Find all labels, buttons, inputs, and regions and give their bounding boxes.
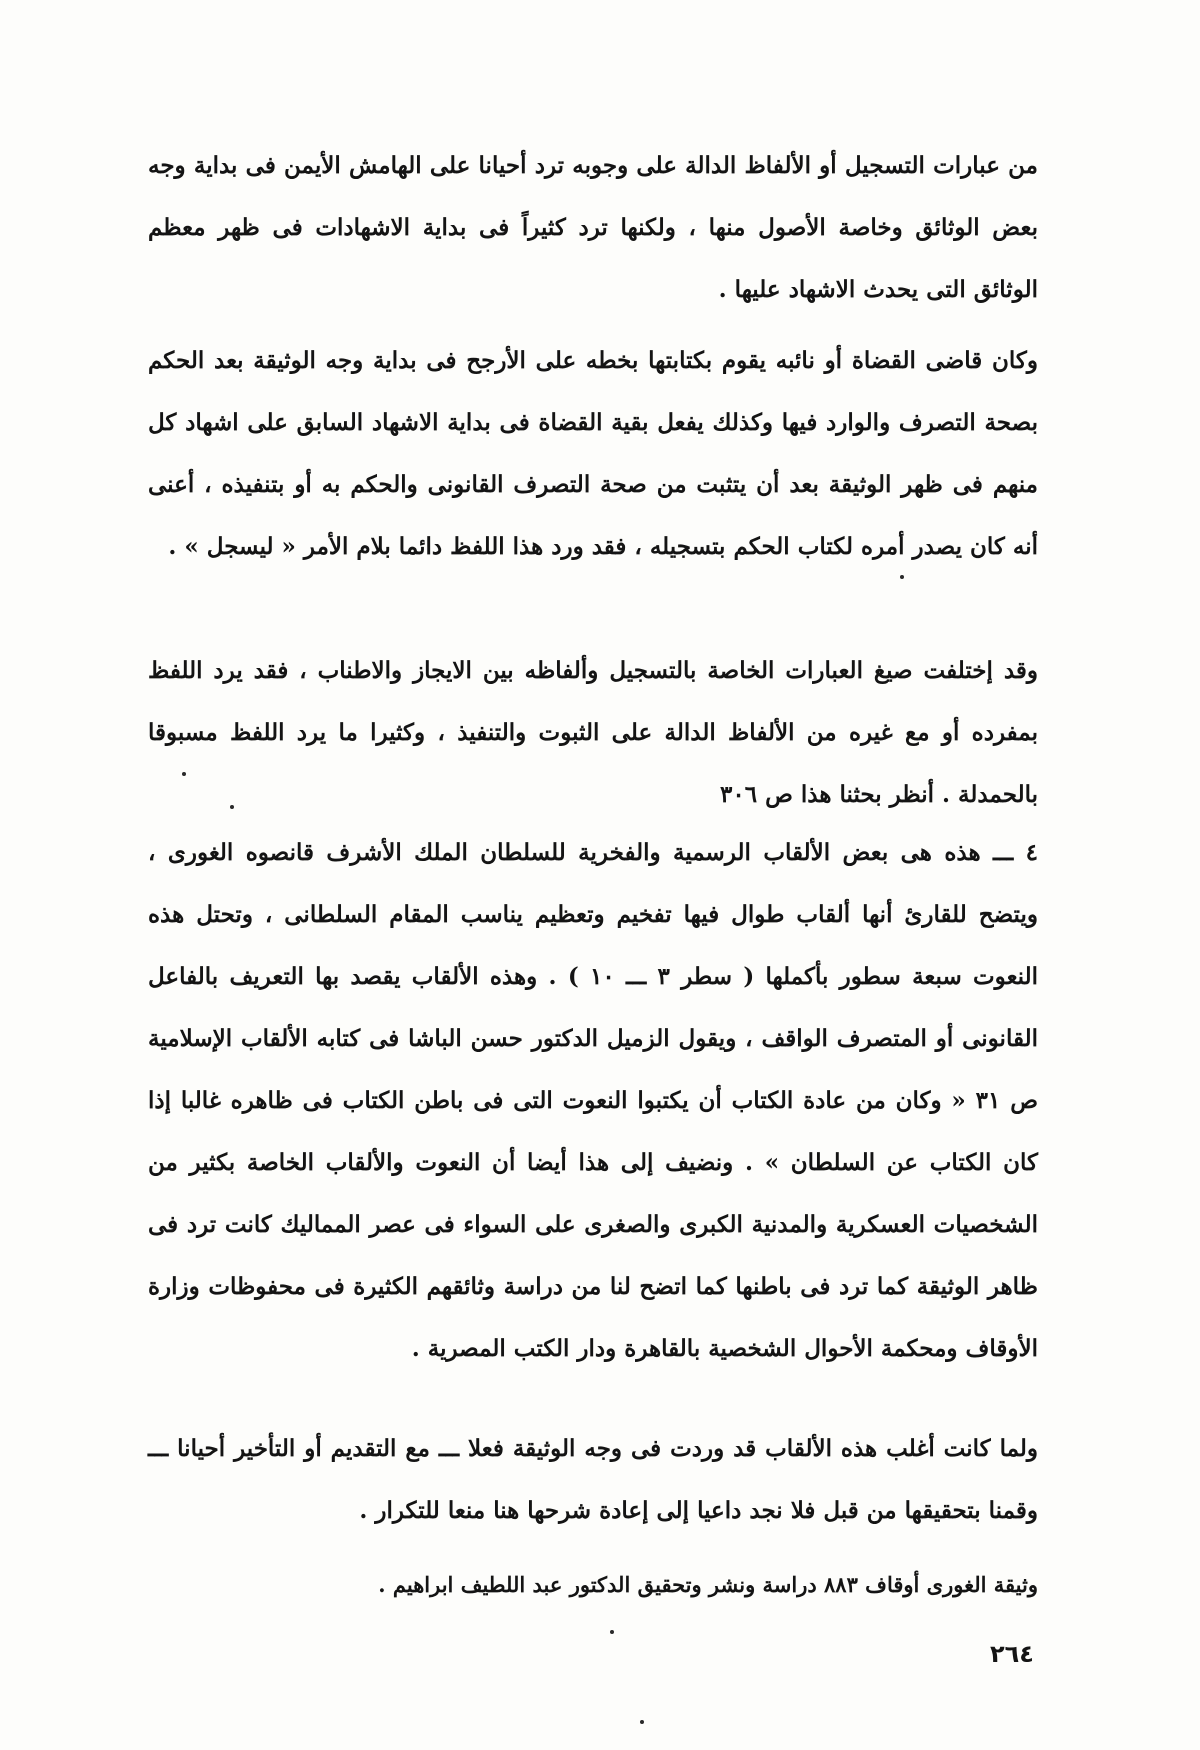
scan-speck [182,772,186,776]
paragraph-text: ٤ ـــ هذه هى بعض الألقاب الرسمية والفخرية للسلطان الملك الأشرف قانصوه الغورى ، ويتضح للقارئ أنها ألقاب طوال فيها تفخيم وتعظيم يناسب المقام السلطانى ، وتحتل هذه النعوت سبعة سطور بأكملها ( سطر ٣ ـــ ١٠ ) . وهذه الألقاب يقصد بها التعريف بالفاعل القانونى أو المتصرف الواقف ، ويقول الزميل الدكتور حسن الباشا فى كتابه الألقاب الإسلامية ص ٣١ « وكان من عادة الكتاب أن يكتبوا النعوت التى فى باطن الكتاب فى ظاهره غالبا إذا كان الكتاب عن السلطان » . ونضيف إلى هذا أيضا أن النعوت والألقاب الخاصة بكثير من الشخصيات العسكرية والمدنية الكبرى والصغرى على السواء فى عصر المماليك كانت ترد فى ظاهر الوثيقة كما ترد فى باطنها كما اتضح لنا من دراسة وثائقهم الكثيرة فى محفوظات وزارة الأوقاف ومحكمة الأحوال الشخصية بالقاهرة ودار الكتب المصرية . [148,839,1038,1362]
body-paragraph-2 [148,330,1038,578]
paragraph-text: من عبارات التسجيل أو الألفاظ الدالة على وجوبه ترد أحيانا على الهامش الأيمن فى بداية وجه بعض الوثائق وخاصة الأصول منها ، ولكنها ترد كثيراً فى بداية الاشهادات فى ظهر معظم الوثائق التى يحدث الاشهاد عليها . [148,152,1038,303]
paragraph-text: ولما كانت أغلب هذه الألقاب قد وردت فى وجه الوثيقة فعلا ـــ مع التقديم أو التأخير أحيانا ـــ وقمنا بتحقيقها من قبل فلا نجد داعيا إلى إعادة شرحها هنا منعا للتكرار . [148,1435,1038,1524]
paragraph-text: وكان قاضى القضاة أو نائبه يقوم بكتابتها بخطه على الأرجح فى بداية وجه الوثيقة بعد الحكم بصحة التصرف والوارد فيها وكذلك يفعل بقية القضاة فى بداية الاشهاد السابق على اشهاد كل منهم فى ظهر الوثيقة بعد أن يتثبت من صحة التصرف القانونى والحكم به أو بتنفيذه ، أعنى أنه كان يصدر أمره لكتاب الحكم بتسجيله ، فقد ورد هذا اللفظ دائما بلام الأمر « ليسجل » . [148,347,1038,560]
paragraph-text: وقد إختلفت صيغ العبارات الخاصة بالتسجيل وألفاظه بين الايجاز والاطناب ، فقد يرد اللفظ بمفرده أو مع غيره من الألفاظ الدالة على الثبوت والتنفيذ ، وكثيرا ما يرد اللفظ مسبوقا بالحمدلة . أنظر بحثنا هذا ص ٣٠٦ [148,657,1038,808]
scan-speck [640,1720,644,1724]
body-paragraph-5 [148,1418,1038,1542]
body-paragraph-3 [148,640,1038,826]
body-paragraph-4 [148,822,1038,1380]
scan-speck [230,805,234,809]
footnote: وثيقة الغورى أوقاف ٨٨٣ دراسة ونشر وتحقيق الدكتور عبد اللطيف ابراهيم . [378,1572,1038,1597]
scan-speck [900,575,904,579]
body-paragraph-1 [148,135,1038,321]
scan-speck [610,1630,614,1634]
page-number: ٢٦٤ [990,1640,1034,1668]
